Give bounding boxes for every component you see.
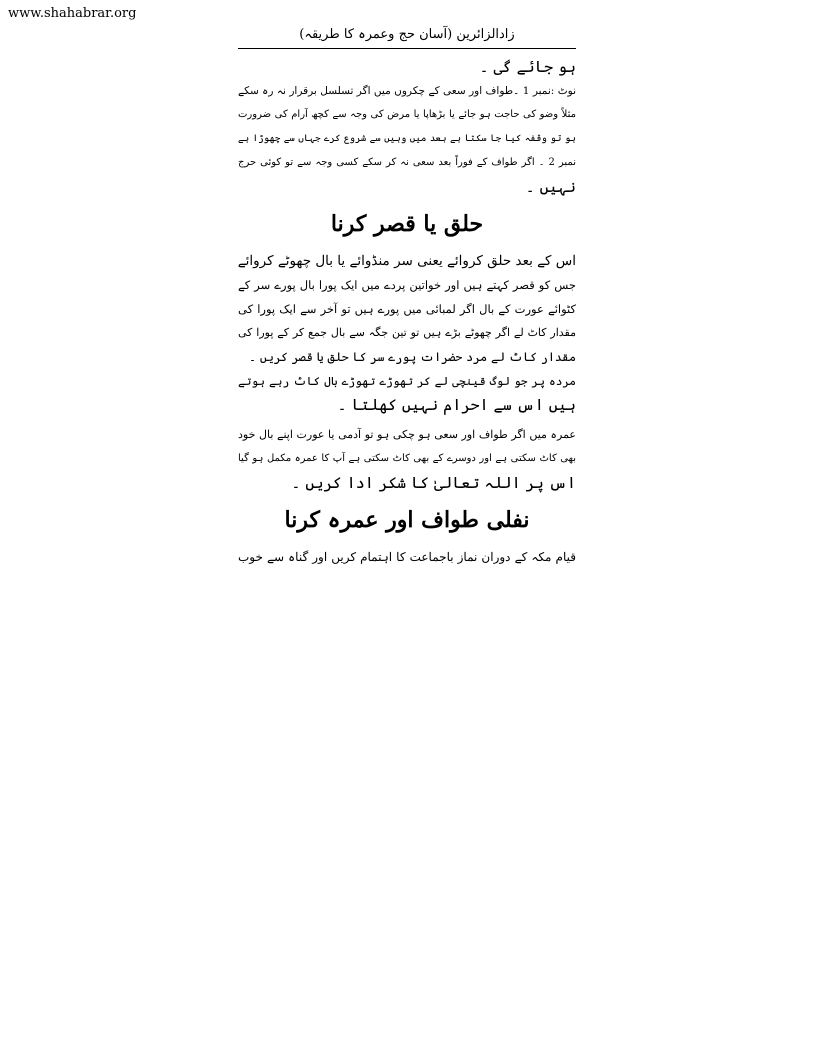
text-line: ہو جائے گی ۔	[479, 58, 576, 76]
paragraph-note	[238, 55, 576, 199]
paragraph-halq	[238, 249, 576, 369]
watermark-url: www.shahabrar.org	[8, 6, 137, 21]
text-line: نمبر 2 ۔ اگر طواف کے فوراً بعد سعی نہ کر سکے کسی وجہ سے تو کوئی حرج	[238, 157, 576, 168]
page-column	[238, 26, 576, 569]
section-heading-halq: حلق یا قصر کرنا	[330, 211, 484, 237]
text-line: مردہ پر جو لوگ قینچی لے کر تھوڑے تھوڑے بال کاٹ رہے ہوتے	[238, 374, 576, 388]
text-line: کٹوائے عورت کے بال اگر لمبائی میں پورے ہیں تو آخر سے ایک پورا کی	[238, 302, 576, 316]
text-line: عمرہ میں اگر طواف اور سعی ہو چکی ہو تو آدمی یا عورت اپنے بال خود	[238, 428, 576, 441]
paragraph-umrah-complete	[238, 423, 576, 495]
paragraph-scissors	[238, 369, 576, 417]
text-line: ہو تو وقفہ کیا جا سکتا ہے بعد میں وہیں سے شروع کرے جہاں سے چھوڑا ہے	[238, 133, 576, 144]
text-line: جس کو قصر کہتے ہیں اور خواتین پردے میں ایک پورا بال پورے سر کے	[238, 278, 576, 292]
text-line: نہیں ۔	[525, 178, 576, 196]
text-line: مثلاً وضو کی حاجت ہو جائے یا بڑھاپا یا مرض کی وجہ سے کچھ آرام کی ضرورت	[238, 109, 576, 120]
text-line: اس پر اللہ تعالیٰ کا شکر ادا کریں ۔	[291, 474, 576, 492]
text-line: مقدار کاٹ لے اگر چھوٹے بڑے ہیں تو تین جگہ سے بال جمع کر کے پورا کی	[238, 326, 576, 339]
running-header: زادالزائرین (آسان حج وعمرہ کا طریقہ)	[238, 26, 576, 49]
text-line: مقدار کاٹ لے مرد حضرات پورے سر کا حلق یا قصر کریں ۔	[248, 350, 576, 364]
paragraph-stay-makkah	[238, 545, 576, 569]
section-heading-nafl-tawaf: نفلی طواف اور عمرہ کرنا	[284, 507, 530, 533]
text-line: نوٹ :نمبر 1 ۔طواف اور سعی کے چکروں میں اگر تسلسل برقرار نہ رہ سکے	[238, 85, 576, 97]
text-line: قیام مکہ کے دوران نماز باجماعت کا اہتمام کریں اور گناہ سے خوب	[238, 550, 576, 564]
text-line: بھی کاٹ سکتی ہے اور دوسرے کے بھی کاٹ سکتی ہے آپ کا عمرہ مکمل ہو گیا	[238, 453, 576, 464]
text-line: ہیں اس سے احرام نہیں کھلتا ۔	[337, 396, 576, 414]
text-line: اس کے بعد حلق کروائے یعنی سر منڈوائے یا بال چھوٹے کروائے	[237, 253, 576, 269]
